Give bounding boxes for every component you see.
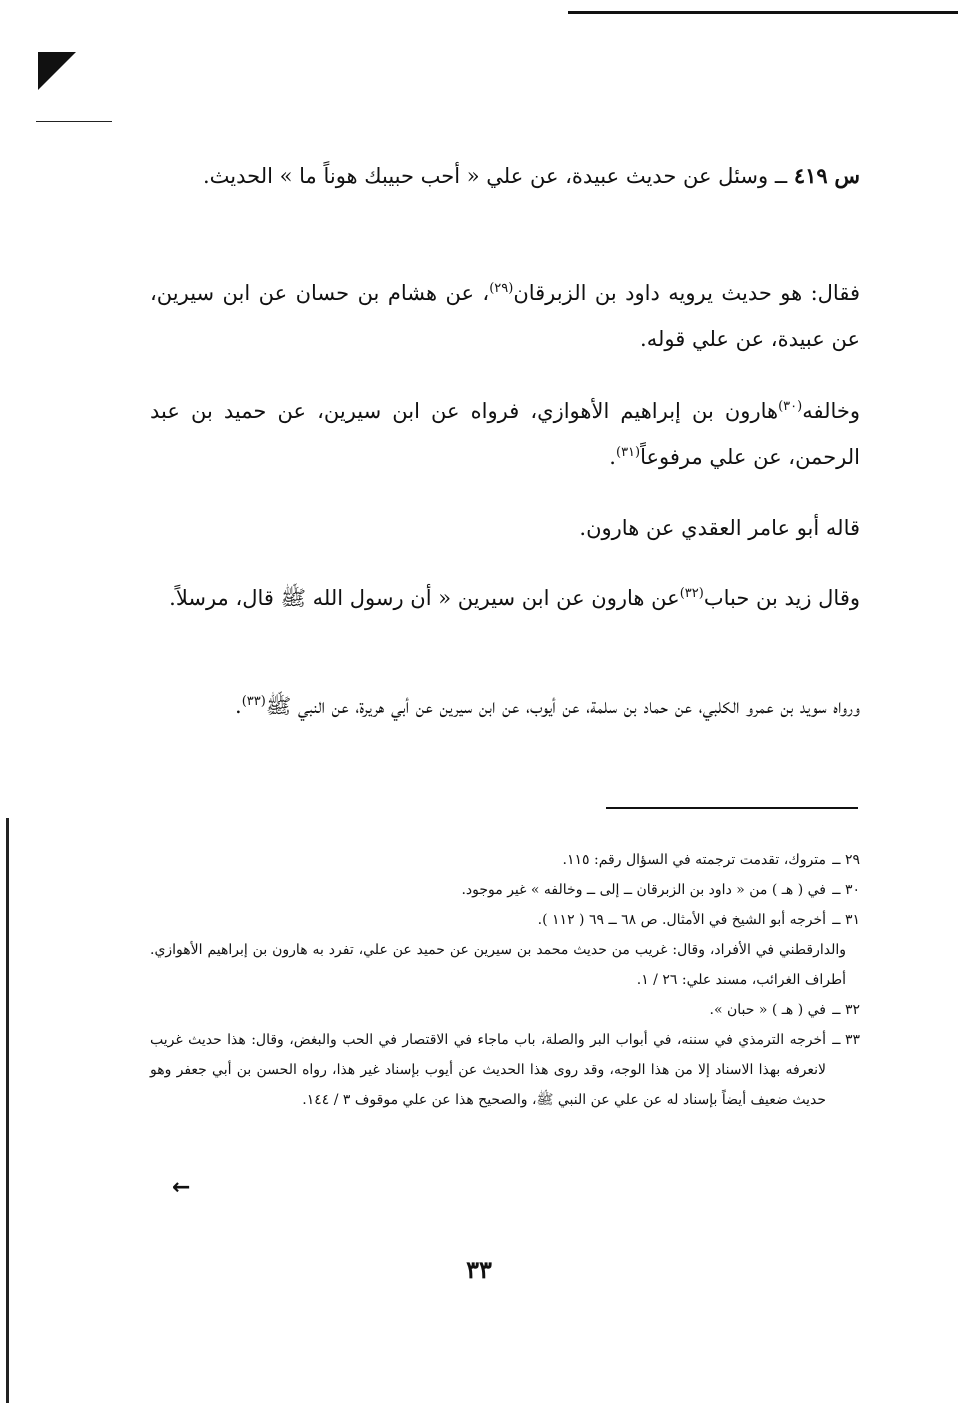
question-prefix: س	[834, 163, 860, 188]
riwaya-text-1: ورواه سويد بن عمرو الكلبي، عن حماد بن سلمة، عن أيوب، عن ابن سيرين عن أبي هريرة، عن النبي ﷺ	[265, 694, 860, 718]
footnote-separator	[606, 807, 858, 809]
corner-triangle-icon	[38, 52, 76, 90]
footnote-ref-31[interactable]: (٣١)	[615, 445, 641, 460]
contradiction-paragraph	[150, 388, 860, 480]
footnote-32	[150, 995, 860, 1025]
footnote-ref-32[interactable]: (٣٢)	[679, 586, 704, 601]
contradiction-text-3: .	[609, 445, 616, 469]
footnote-number: ٣٣ ــ	[832, 1032, 860, 1048]
footnote-text: أخرجه الترمذي في سننه، في أبواب البر والصلة، باب ماجاء في الاقتصار في الحب والبغض، وقال: هذا حديث غريب لانعرفه بهذا الاسناد إلا من هذا الوجه، وقد روى هذا الحديث عن أيوب بإسناد غير هذا، رواه الحسن بن أبي جعفر وهو حديث ضعيف أيضاً بإسناد له عن علي عن النبي ﷺ، والصحيح هذا عن علي موقوف ٣ / ١٤٤.	[150, 1032, 826, 1108]
footnote-30	[150, 875, 860, 905]
footnote-ref-29[interactable]: (٢٩)	[489, 281, 514, 296]
mursal-text-1: وقال زيد بن حباب	[703, 586, 860, 610]
footnote-29	[150, 845, 860, 875]
footnote-31-continued	[150, 935, 860, 995]
narration-paragraph	[150, 505, 860, 551]
contradiction-text-1: وخالفه	[802, 399, 860, 423]
footnote-number: ٣٠ ــ	[832, 882, 860, 898]
footnote-33	[150, 1025, 860, 1115]
contradiction-text-2: هارون بن إبراهيم الأهوازي، فرواه عن ابن سيرين، عن حميد بن عبد الرحمن، عن علي مرفوعاً	[150, 399, 860, 469]
mursal-text-2: عن هارون عن ابن سيرين « أن رسول الله ﷺ قال، مرسلاً.	[169, 586, 680, 610]
footnote-number: ٢٩ ــ	[832, 852, 860, 868]
riwaya-text-2: .	[235, 694, 242, 718]
narration-text: قاله أبو عامر العقدي عن هارون.	[579, 516, 860, 540]
corner-rule	[36, 121, 112, 122]
question-text: ــ وسئل عن حديث عبيدة، عن علي « أحب حبيبك هوناً ما » الحديث.	[202, 164, 788, 188]
footnote-text: في ( هـ ) « حبان ».	[709, 1002, 826, 1018]
mursal-paragraph	[150, 575, 860, 621]
page-number: ٣٣	[466, 1255, 492, 1284]
left-edge-rule	[6, 818, 9, 1403]
footnote-number: ٣١ ــ	[832, 912, 860, 928]
footnote-31	[150, 905, 860, 935]
answer-text-1: فقال: هو حديث يرويه داود بن الزبرقان	[513, 281, 860, 305]
footnote-text: متروك، تقدمت ترجمته في السؤال رقم: ١١٥.	[562, 852, 826, 868]
back-arrow-icon[interactable]: ←	[172, 1175, 191, 1200]
footnote-text: في ( هـ ) من « داود بن الزبرقان ــ إلى ــ وخالفه » غير موجود.	[461, 882, 826, 898]
footnotes-section	[150, 845, 860, 1115]
footnote-ref-30[interactable]: (٣٠)	[778, 399, 803, 414]
answer-text-2: ، عن هشام بن حسان عن ابن سيرين، عن عبيدة، عن علي قوله.	[150, 281, 860, 351]
footnote-number: ٣٢ ــ	[832, 1002, 860, 1018]
footnote-text: أخرجه أبو الشيخ في الأمثال. ص ٦٨ ــ ٦٩ ( ١١٢ ).	[537, 912, 826, 928]
question-number: ٤١٩	[793, 163, 828, 188]
footnote-ref-33[interactable]: (٣٣)	[241, 694, 266, 709]
top-rule	[568, 11, 958, 14]
answer-paragraph	[150, 270, 860, 362]
riwaya-paragraph	[150, 683, 860, 729]
question-paragraph	[150, 153, 860, 199]
footnote-text: والدارقطني في الأفراد، وقال: غريب من حديث محمد بن سيرين عن حميد عن علي، تفرد به هارون بن إبراهيم الأهوازي. أطراف الغرائب، مسند علي: ٢٦ / ١.	[150, 942, 846, 988]
